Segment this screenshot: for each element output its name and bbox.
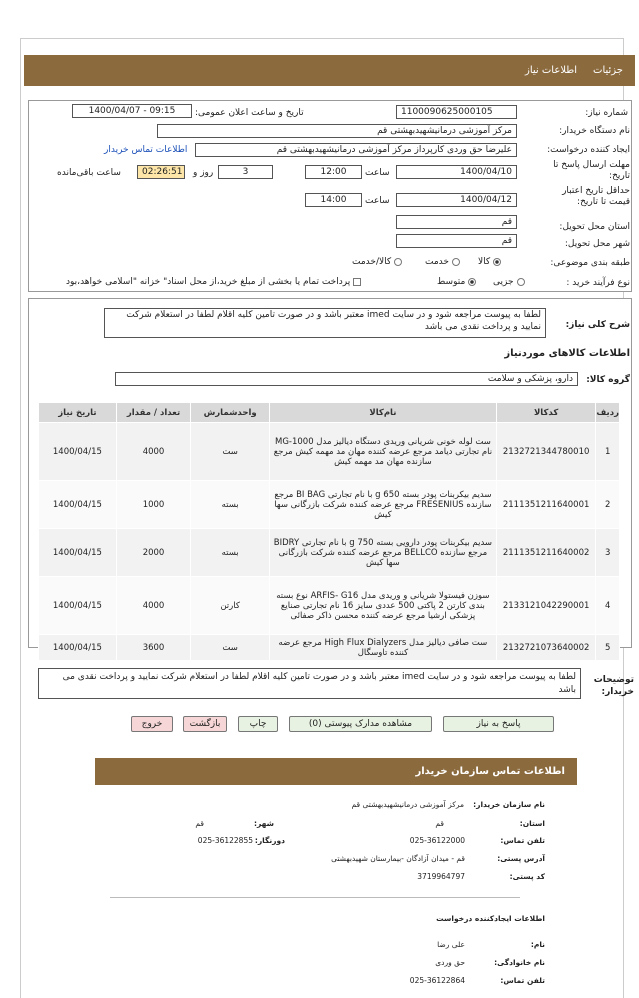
postal-value: 3719964797 (417, 872, 465, 881)
cell-qty: 4000 (116, 577, 190, 635)
radio-icon (517, 278, 525, 286)
contact-divider (110, 897, 520, 898)
cell-unit: بسته (191, 529, 270, 577)
cell-date: 1400/04/15 (39, 577, 117, 635)
creator-info-title: اطلاعات ایجادکننده درخواست (436, 914, 545, 923)
table-row (39, 423, 620, 481)
buyer-field: مرکز آموزشی درمانیشهیدبهشتی قم (157, 124, 517, 138)
cell-name: سدیم بیکربنات پودر دارویی بسته 750 g با نام تجارتی BIDRY مرجع سازنده BELLCO مرجع عرضه کننده شرکت بازرگانی سها کیش (269, 529, 496, 577)
cell-unit: کارتن (191, 577, 270, 635)
category-service-option[interactable]: خدمت (425, 257, 460, 267)
exit-button[interactable]: خروج (131, 716, 173, 732)
col-date: تاریخ نیاز (39, 403, 117, 423)
cell-name: سدیم بیکربنات پودر بسته 650 g با نام تجارتی BI BAG مرجع سازنده FRESENIUS مرجع عرضه کننده شرکت بازرگانی سها کیش (269, 481, 496, 529)
radio-icon (452, 258, 460, 266)
fax-label: دورنگار: (254, 836, 285, 845)
table-header-row (39, 403, 620, 423)
remaining-label: ساعت باقی‌مانده (57, 168, 121, 178)
col-row: ردیف (596, 403, 620, 423)
cell-row: 2 (596, 481, 620, 529)
cell-name: سوزن فیستولا شریانی و وریدی مدل ARFIS- G16 نوع بسته بندی کارتن 2 پاکتی 500 عددی سایز 16 نام تجارتی صنایع پزشکی ارشیا مرجع عرضه کننده محسن ذاکر صفائی (269, 577, 496, 635)
category-goods-service-option[interactable]: کالا/خدمت (352, 257, 402, 267)
validity-label: حداقل تاریخ اعتبار قیمت تا تاریخ: (562, 186, 630, 207)
creator-family-value: حق وردی (435, 958, 465, 967)
address-label: آدرس پستی: (497, 854, 545, 863)
summary-label: شرح کلی نیاز: (565, 320, 630, 330)
table-row (39, 577, 620, 635)
org-value: مرکز آموزشی درمانیشهیدبهشتی قم (351, 800, 464, 809)
creator-field: علیرضا حق وردی کارپرداز مرکز آموزشی درمانیشهیدبهشتی قم (195, 143, 517, 157)
buyer-notes-label: توضیحات خریدار: (593, 675, 634, 697)
deadline-time-field: 12:00 (305, 165, 362, 179)
postal-label: کد پستی: (509, 872, 545, 881)
checkbox-icon (353, 278, 361, 286)
days-label: روز و (193, 168, 214, 178)
phone-value: 025-36122000 (409, 836, 465, 845)
radio-icon (394, 258, 402, 266)
print-button[interactable]: چاپ (238, 716, 278, 732)
summary-field: لطفا به پیوست مراجعه شود و در سایت imed معتبر باشد و در صورت تامین کلیه اقلام لطفا در استعلام شرکت نمایید و پرداخت نقدی می باشد (104, 308, 546, 338)
cell-date: 1400/04/15 (39, 481, 117, 529)
cell-unit: بسته (191, 481, 270, 529)
address-value: قم - میدان آزادگان -بیمارستان شهیدبهشتی (331, 854, 465, 863)
need-number-label: شماره نیاز: (585, 108, 628, 118)
days-field: 3 (218, 165, 273, 179)
col-unit: واحدشمارش (191, 403, 270, 423)
cell-row: 1 (596, 423, 620, 481)
creator-family-label: نام خانوادگی: (494, 958, 545, 967)
cell-date: 1400/04/15 (39, 635, 117, 661)
category-goods-option[interactable]: کالا (478, 257, 501, 267)
creator-phone-label: تلفن تماس: (500, 976, 545, 985)
validity-time-field: 14:00 (305, 193, 362, 207)
city-contact-value: قم (195, 819, 204, 828)
view-attachments-button[interactable]: مشاهده مدارک پیوستی (0) (289, 716, 432, 732)
goods-table (38, 402, 620, 661)
cell-code: 2111351211640002 (496, 529, 596, 577)
creator-name-value: علی رضا (437, 940, 465, 949)
buyer-label: نام دستگاه خریدار: (559, 126, 630, 136)
cell-qty: 3600 (116, 635, 190, 661)
fax-value: 025-36122855 (197, 836, 253, 845)
deadline-label: مهلت ارسال پاسخ تا تاریخ: (553, 160, 630, 181)
tab-details[interactable]: جزئیات (593, 65, 623, 76)
validity-time-label: ساعت (365, 196, 390, 206)
cell-unit: ست (191, 635, 270, 661)
announce-label: تاریخ و ساعت اعلان عمومی: (195, 108, 304, 118)
cell-qty: 4000 (116, 423, 190, 481)
category-label: طبقه بندی موضوعی: (550, 258, 630, 268)
goods-group-field: دارو، پزشکی و سلامت (115, 372, 578, 386)
cell-unit: ست (191, 423, 270, 481)
tab-need-info[interactable]: اطلاعات نیاز (525, 65, 578, 76)
creator-name-label: نام: (530, 940, 545, 949)
payment-note-option[interactable]: پرداخت تمام یا بخشی از مبلغ خرید،از محل اسناد" خزانه "اسلامی خواهد،بود (66, 277, 361, 287)
cell-qty: 2000 (116, 529, 190, 577)
cell-row: 5 (596, 635, 620, 661)
cell-name: ست صافی دیالیز مدل High Flux Dialyzers مرجع عرضه کننده تاوسگال (269, 635, 496, 661)
top-nav-bar (24, 55, 635, 86)
process-medium-option[interactable]: متوسط (437, 277, 476, 287)
buyer-contact-link[interactable]: اطلاعات تماس خریدار (104, 145, 188, 155)
cell-date: 1400/04/15 (39, 423, 117, 481)
radio-selected-icon (493, 258, 501, 266)
city-label: شهر محل تحویل: (564, 239, 630, 249)
deadline-time-label: ساعت (365, 168, 390, 178)
city-field: قم (396, 234, 517, 248)
table-row (39, 481, 620, 529)
cell-qty: 1000 (116, 481, 190, 529)
province-field: قم (396, 215, 517, 229)
creator-phone-value: 025-36122864 (409, 976, 465, 985)
phone-label: تلفن تماس: (500, 836, 545, 845)
province-contact-label: استان: (519, 819, 545, 828)
cell-row: 4 (596, 577, 620, 635)
goods-section-title: اطلاعات کالاهای موردنیاز (504, 348, 630, 359)
contact-section-header: اطلاعات تماس سازمان خریدار (95, 758, 577, 785)
city-contact-label: شهر: (254, 819, 274, 828)
org-label: نام سازمان خریدار: (473, 800, 545, 809)
back-button[interactable]: بازگشت (183, 716, 227, 732)
cell-code: 2133121042290001 (496, 577, 596, 635)
cell-code: 2132721344780010 (496, 423, 596, 481)
cell-row: 3 (596, 529, 620, 577)
validity-date-field: 1400/04/12 (396, 193, 517, 207)
remaining-time-field: 02:26:51 (137, 165, 185, 179)
deadline-date-field: 1400/04/10 (396, 165, 517, 179)
goods-group-label: گروه کالا: (586, 375, 630, 385)
reply-button[interactable]: پاسخ به نیاز (443, 716, 554, 732)
col-qty: تعداد / مقدار (116, 403, 190, 423)
table-row (39, 529, 620, 577)
table-row (39, 635, 620, 661)
process-partial-option[interactable]: جزیی (493, 277, 525, 287)
creator-label: ایجاد کننده درخواست: (547, 145, 630, 155)
col-code: کدکالا (496, 403, 596, 423)
radio-selected-icon (468, 278, 476, 286)
process-label: نوع فرآیند خرید : (566, 278, 630, 288)
announce-field: 1400/04/07 - 09:15 (72, 104, 192, 118)
province-label: استان محل تحویل: (559, 222, 630, 232)
cell-name: ست لوله خونی شریانی وریدی دستگاه دیالیز مدل MG-1000 نام تجارتی دیامد مرجع عرضه کننده مهان مد مهمه کیش مرجع سازنده مهان مد مهمه کیش (269, 423, 496, 481)
cell-date: 1400/04/15 (39, 529, 117, 577)
cell-code: 2132721073640002 (496, 635, 596, 661)
need-number-field: 1100090625000105 (396, 105, 517, 119)
buyer-notes-field: لطفا به پیوست مراجعه شود و در سایت imed معتبر باشد و در صورت تامین کلیه اقلام لطفا در استعلام شرکت نمایید و پرداخت نقدی می باشد (38, 668, 581, 699)
cell-code: 2111351211640001 (496, 481, 596, 529)
col-name: نام‌کالا (269, 403, 496, 423)
province-contact-value: قم (435, 819, 444, 828)
